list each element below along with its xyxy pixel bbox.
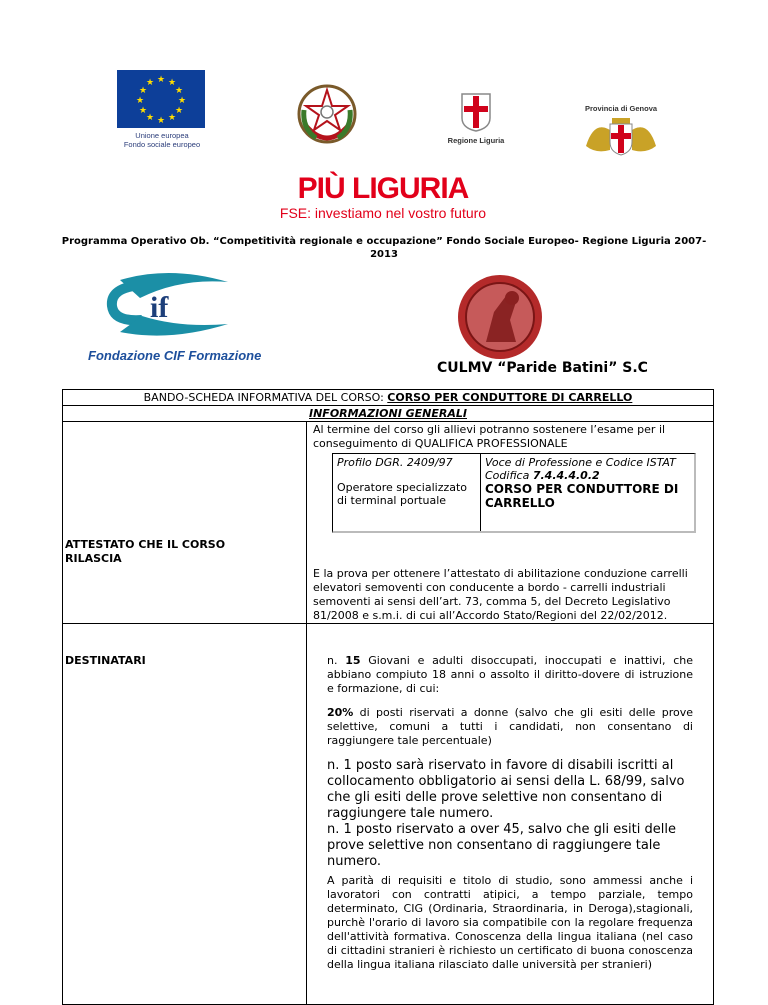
prova-text: E la prova per ottenere l’attestato di abilitazione conduzione carrelli elevatori semoventi con conducente a bordo - carrelli industriali semoventi ai sensi dell’art. 73, comma 5, del Decreto Legislativo 81/2008 e s.m.i. di cui all’Accordo Stato/Regioni del 22/02/2012.: [313, 567, 688, 622]
attestato-label: ATTESTATO CHE IL CORSO RILASCIA: [65, 538, 226, 565]
destinatari-paragraph-4: n. 1 posto riservato a over 45, salvo che gli esiti delle prove selettive non consentano di raggiungere tale numero.: [327, 822, 676, 869]
culmv-caption: CULMV “Paride Batini” S.C: [437, 360, 648, 376]
course-info-table: [62, 389, 714, 1005]
svg-text:★: ★: [177, 96, 187, 106]
section-title: INFORMAZIONI GENERALI: [309, 407, 467, 420]
p1-text: Giovani e adulti disoccupati, inoccupati e inattivi, che abbiano compiuto 18 anni o assolto il diritto-dovere di istruzione e formazione, di cui:: [327, 654, 693, 695]
provincia-genova-caption: Provincia di Genova: [584, 104, 658, 113]
voce-header: Voce di Professione e Codice ISTAT: [485, 456, 676, 469]
p1-number: 15: [345, 654, 361, 667]
eu-caption-line1: Unione europea: [135, 131, 189, 140]
svg-text:★: ★: [174, 106, 184, 116]
p2-text: di posti riservati a donne (salvo che gli esiti delle prove selettive, comuni a tutti i candidati, non consentano di raggiungere tale percentuale): [327, 706, 693, 747]
p1-prefix: n.: [327, 654, 346, 667]
destinatari-paragraph-1: [327, 654, 693, 696]
provincia-genova-crest-icon: [584, 116, 658, 156]
svg-text:★: ★: [145, 78, 155, 88]
cif-caption: Fondazione CIF Formazione: [88, 348, 262, 363]
svg-text:★: ★: [145, 113, 155, 123]
svg-text:★: ★: [167, 78, 177, 88]
cif-logo: [100, 270, 240, 340]
svg-text:★: ★: [138, 106, 148, 116]
svg-text:★: ★: [135, 96, 145, 106]
svg-text:★: ★: [156, 75, 166, 85]
eu-stars-icon: [117, 70, 205, 128]
svg-text:★: ★: [138, 86, 148, 96]
destinatari-paragraph-5: A parità di requisiti e titolo di studio, sono ammessi anche i lavoratori con contratti atipici, a tempo parziale, tempo determinato, CIG (Ordinaria, Straordinaria, in Deroga),stagionali, purchè l'orario di lavoro sia compatibile con la regolare frequenza dell'attività formativa. Conoscenza della lingua italiana (nel caso di cittadini stranieri è richiesto un certificato di buona conoscenza della lingua italiana rilasciato dalle università per stranieri): [327, 874, 693, 971]
attestato-row: [63, 422, 713, 624]
codifica-value: 7.4.4.4.0.2: [532, 469, 600, 482]
destinatari-label: DESTINATARI: [65, 654, 146, 667]
p2-percent: 20%: [327, 706, 354, 719]
bando-prefix: BANDO-SCHEDA INFORMATIVA DEL CORSO:: [143, 391, 388, 404]
regione-liguria-caption: Regione Liguria: [447, 136, 505, 145]
profilo-value: Operatore specializzato di terminal portuale: [337, 481, 468, 507]
profilo-header: Profilo DGR. 2409/97: [337, 456, 453, 469]
culmv-medal-emblem: [456, 272, 544, 362]
eu-caption-line2: Fondo sociale europeo: [123, 140, 201, 149]
piu-liguria-subtitle: FSE: investiamo nel vostro futuro: [279, 205, 487, 221]
italian-republic-emblem: [296, 80, 358, 150]
programma-operativo-heading: Programma Operativo Ob. “Competitività regionale e occupazione” Fondo Sociale Europeo- Regione Liguria 2007-2013: [61, 236, 707, 260]
codifica: [485, 469, 690, 482]
destinatari-paragraph-3: n. 1 posto sarà riservato in favore di disabili iscritti al collocamento obbligatorio ai sensi della L. 68/99, salvo che gli esiti delle prove selettive non consentano di raggiungere tale numero.: [327, 758, 685, 821]
destinatari-paragraph-2: [327, 706, 693, 748]
regione-liguria-shield-icon: [460, 92, 492, 132]
svg-text:★: ★: [156, 116, 166, 126]
destinatari-row: [63, 624, 713, 1004]
svg-text:★: ★: [167, 113, 177, 123]
attestato-intro: Al termine del corso gli allievi potranno sostenere l’esame per il conseguimento di QUALIFICA PROFESSIONALE: [313, 423, 666, 450]
eu-caption: [110, 131, 214, 149]
piu-liguria-logo: PIÙ LIGURIA: [297, 172, 469, 205]
bando-title-row: [63, 390, 713, 406]
qualification-inner-table: [332, 453, 696, 533]
svg-text:★: ★: [174, 86, 184, 96]
codifica-label: Codifica: [485, 469, 533, 482]
section-title-row: [63, 406, 713, 422]
svg-text:if: if: [150, 291, 169, 324]
course-title: CORSO PER CONDUTTORE DI CARRELLO: [387, 391, 633, 404]
corso-name: CORSO PER CONDUTTORE DI CARRELLO: [485, 482, 679, 510]
eu-flag-logo: [117, 70, 205, 128]
